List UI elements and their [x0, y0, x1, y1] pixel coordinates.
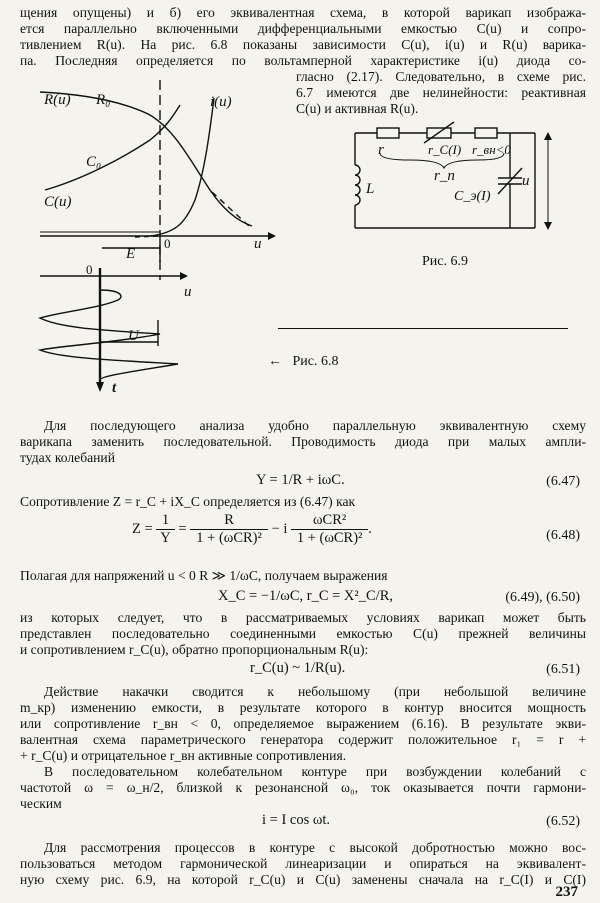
text-line: или сопротивление r_вн < 0, определяемое выражением (6.16). В результате экви- — [20, 716, 586, 731]
label-u-2: u — [184, 284, 192, 300]
equation-6-48: Z = $\frac{1}{Y}$ = $\frac{R}{\text{1 + (ωCR)²}}$ − i $\frac{\text{ωCR²}}{\text{1 + (ωCR)²}}$ . — [132, 512, 372, 546]
voltage-arrow-down — [544, 222, 552, 230]
label-R0: R₀ — [96, 92, 111, 108]
text-line: гласно (2.17). Следовательно, в схеме рис. — [296, 69, 586, 84]
label-C: C(u) — [44, 194, 72, 210]
text-line: m_кр) изменению емкости, в результате которого в контур вносится мощность — [20, 700, 586, 715]
text-line: па. Последняя определяется по вольтамперной характеристике i(u) диода со- — [20, 53, 586, 68]
label-zero: 0 — [164, 236, 171, 251]
inductor-L — [355, 165, 360, 205]
label-Ce: C_э(I) — [454, 189, 491, 204]
equation-6-49: X_C = −1/ωC, r_C = X²_C/R, — [218, 588, 393, 604]
resistor-r — [377, 128, 399, 138]
text-line: из которых следует, что в рассматриваемых условиях варикап может быть — [20, 610, 586, 625]
text-line: тудах колебаний — [20, 450, 115, 465]
text-line: Сопротивление Z = r_C + iX_C определяется из (6.47) как — [20, 494, 356, 509]
equation-6-52: i = I cos ωt. — [262, 812, 331, 828]
text-line: C(u) и активная R(u). — [296, 101, 419, 116]
text-line: валентная схема параметрического генератора содержит положительное r₁ = r + — [20, 732, 586, 747]
text-line: представлен последовательно соединенными емкостью C(u) прежней величины — [20, 626, 586, 641]
label-u: u — [522, 173, 530, 189]
caption-6-9: Рис. 6.9 — [422, 254, 468, 269]
text-line: тивлением R(u). На рис. 6.8 показаны зависимости C(u), i(u) и R(u) варика- — [20, 37, 586, 52]
label-U: U — [128, 328, 139, 344]
label-r: r — [378, 142, 384, 158]
label-rp: r_n — [434, 168, 455, 184]
voltage-arrow-up — [544, 132, 552, 140]
label-rvn: r_вн<0 — [472, 142, 511, 157]
text-line: + r_C(u) и отрицательное r_вн активные сопротивления. — [20, 748, 347, 763]
text-line: варикапа заменить последовательной. Проводимость диода при малых ампли- — [20, 434, 586, 449]
text-line: ческим — [20, 796, 62, 811]
arrow-left-icon: ← — [268, 354, 293, 369]
text-line: Для последующего анализа удобно параллельную эквивалентную схему — [44, 418, 586, 433]
equation-number: (6.48) — [546, 528, 580, 543]
label-u: u — [254, 236, 262, 252]
text-line: ется параллельно включенными дифференциальными емкостью C(u) и сопро- — [20, 21, 586, 36]
variable-arrow — [424, 122, 454, 143]
text-line: пользоваться методом гармонической линеаризации и опираться на эквивалент- — [20, 856, 586, 871]
label-L: L — [366, 181, 375, 197]
text-line: частотой ω = ω_н/2, близкой к резонансной ω₀, ток оказывается почти гармони- — [20, 780, 586, 795]
text-line: Действие накачки сводится к небольшому (при небольшой величине — [44, 684, 586, 699]
text-line: ную схему рис. 6.9, на которой r_C(u) и C(u) заменены сначала на r_C(I) и C(I) — [20, 872, 586, 887]
equation-number: (6.49), (6.50) — [505, 590, 580, 605]
text-line: и сопротивлением r_C(u), обратно пропорциональным R(u): — [20, 642, 369, 657]
text-line: щения опущены) и б) его эквивалентная схема, в которой варикап изобража- — [20, 5, 586, 20]
equation-number: (6.52) — [546, 814, 580, 829]
equation-number: (6.51) — [546, 662, 580, 677]
t-arrow — [96, 382, 104, 392]
text-line: 6.7 имеются две нелинейности: реактивная — [296, 85, 586, 100]
text-line: Полагая для напряжений u < 0 R ≫ 1/ωC, получаем выражения — [20, 568, 388, 583]
label-zero-2: 0 — [86, 262, 93, 277]
label-C0: C₀ — [86, 154, 102, 170]
equation-6-47: Y = 1/R + iωC. — [256, 472, 345, 488]
page-number: 237 — [555, 884, 578, 900]
caption-6-8: ← Рис. 6.8 — [268, 354, 339, 369]
text-line: Для рассмотрения процессов в контуре с высокой добротностью можно вос- — [44, 840, 586, 855]
label-rc: r_C(I) — [428, 142, 462, 157]
equation-number: (6.47) — [546, 474, 580, 489]
label-E: E — [126, 246, 136, 262]
label-R: R(u) — [44, 92, 71, 108]
figure-6-9 — [0, 0, 600, 300]
label-i: i(u) — [210, 94, 232, 110]
resistor-rvn — [475, 128, 497, 138]
label-t: t — [112, 380, 117, 396]
figure-rule — [278, 328, 568, 329]
equation-6-51: r_C(u) ~ 1/R(u). — [250, 660, 346, 676]
text-line: В последовательном колебательном контуре при возбуждении колебаний с — [44, 764, 586, 779]
